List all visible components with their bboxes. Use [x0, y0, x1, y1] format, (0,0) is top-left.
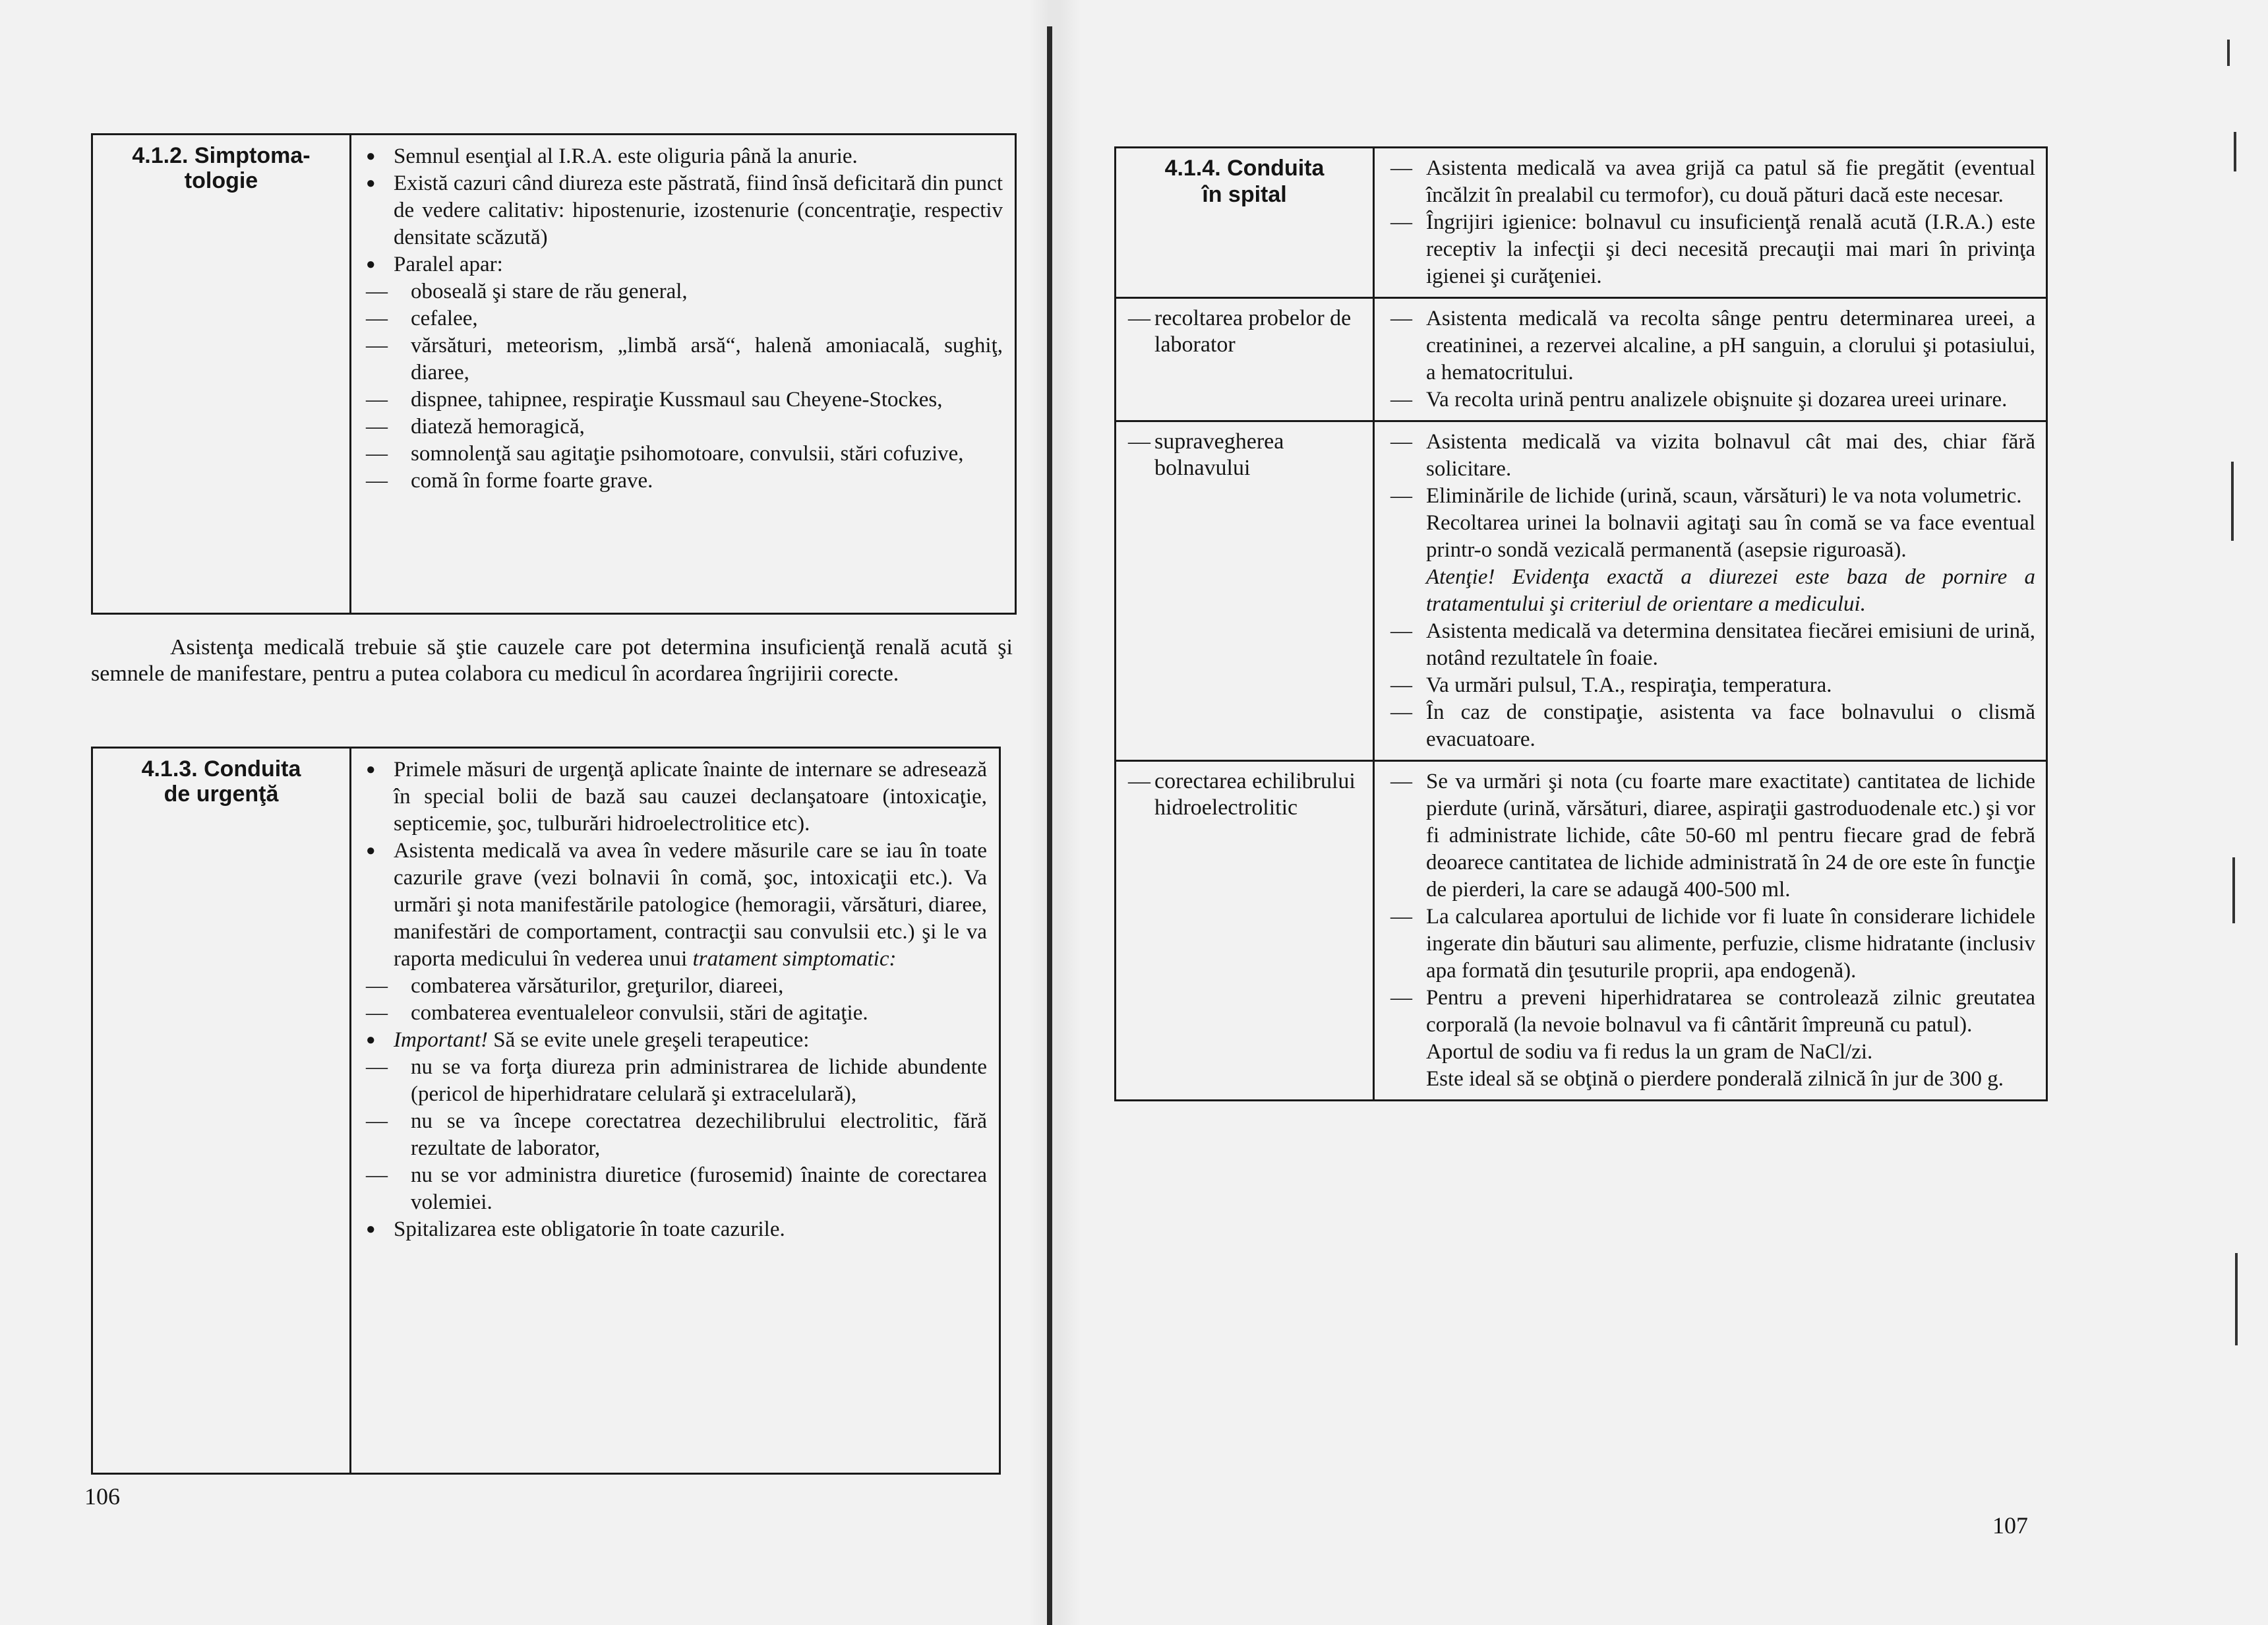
row-heading [1116, 422, 1375, 760]
scan-edge-mark [2227, 40, 2230, 66]
row-content [1375, 762, 2046, 1099]
indented-text: Recoltarea urinei la bolnavii agitaţi sau în comă se va face eventual printr-o sondă vezicală permanentă (asepsie riguroasă). [1426, 511, 2035, 562]
indented-text: Aportul de sodiu va fi redus la un gram de NaCl/zi. [1426, 1040, 1873, 1064]
dash-item: — diateză hemoragică, [363, 414, 1003, 441]
care-table [1114, 146, 2048, 1101]
dash-item: — combaterea eventualeleor convulsii, stări de agitaţie. [363, 1000, 987, 1027]
bullet-item: ● Primele măsuri de urgenţă aplicate înainte de internare se adresează în special bolii de bază sau cauzei declanşatoare (intoxicaţie, septicemie, şoc, tulburări hidroelectrolitice etc). [363, 756, 987, 838]
bullet-item: ● Asistenta medicală va avea în vedere măsurile care se iau în toate cazurile grave (vezi bolnavii în comă, şoc, intoxicaţii etc.). Va urmări şi nota manifestările patologice (hemoragii, vărsături, diaree, manifestări de comportament, contracţii sau convulsii etc.) şi le va raporta medicului în vederea unui tratament simptomatic: [363, 838, 987, 973]
dash-item: — Asistenta medicală va avea grijă ca patul să fie pregătit (eventual încălzit în prealabil cu termofor), cu două pături dacă este necesar. [1388, 155, 2035, 209]
table-row [1116, 148, 2046, 299]
dash-item: — Eliminările de lichide (urină, scaun, vărsături) le va nota volumetric. [1388, 483, 2035, 510]
dash-item: — În caz de constipaţie, asistenta va face bolnavului o clismă evacuatoare. [1388, 699, 2035, 753]
scan-edge-mark [2231, 462, 2234, 541]
italic-note: Atenţie! Evidenţa exactă a diurezei este baza de pornire a tratamentului şi criteriul de orientare a medicului. [1426, 565, 2035, 616]
section-content [351, 749, 999, 1473]
section-heading: 4.1.2. Simptoma- tologie [93, 135, 351, 613]
dash-item: — Va recolta urină pentru analizele obişnuite şi dozarea ureei urinare. [1388, 386, 2035, 414]
row-heading [1116, 762, 1375, 1099]
section-emergency-box [91, 747, 1001, 1475]
dash-item: — La calcularea aportului de lichide vor fi luate în considerare lichidele ingerate din băuturi sau alimente, perfuzie, clisme hidratante (inclusiv apa formată din ţesuturile proprii, apa endogenă). [1388, 904, 2035, 985]
bullet-item: ● Semnul esenţial al I.R.A. este oliguria până la anurie. [363, 143, 1003, 170]
dash-item: — nu se va începe corectatrea dezechilibrului electrolitic, fără rezultate de laborator, [363, 1108, 987, 1162]
row-heading: 4.1.4. Conduita în spital [1116, 148, 1375, 297]
section-heading: 4.1.3. Conduita de urgenţă [93, 749, 351, 1473]
dash-item: — combaterea vărsăturilor, greţurilor, diareei, [363, 973, 987, 1000]
table-row [1116, 762, 2046, 1099]
dash-item: — somnolenţă sau agitaţie psihomotoare, convulsii, stări cofuzive, [363, 441, 1003, 468]
row-heading [1116, 299, 1375, 420]
dash-item: — Asistenta medicală va determina densitatea fiecărei emisiuni de urină, notând rezultatele în foaie. [1388, 618, 2035, 672]
bullet-item: ● Există cazuri când diureza este păstrată, fiind însă deficitară din punct de vedere calitativ: hipostenurie, izostenurie (concentraţie, respectiv densitate scăzută) [363, 170, 1003, 251]
table-row [1116, 422, 2046, 762]
dash-item: — comă în forme foarte grave. [363, 468, 1003, 495]
page-number: 106 [84, 1483, 120, 1510]
dash-item: — Pentru a preveni hiperhidratarea se controlează zilnic greutatea corporală (la nevoie bolnavul va fi cântărit împreună cu patul). [1388, 985, 2035, 1039]
scan-edge-mark [2235, 1253, 2238, 1345]
scan-edge-mark [2234, 132, 2236, 171]
dash-item: — oboseală şi stare de rău general, [363, 278, 1003, 305]
indented-text: Este ideal să se obţină o pierdere ponderală zilnică în jur de 300 g. [1426, 1067, 2004, 1091]
dash-item: — nu se va forţa diureza prin administrarea de lichide abundente (pericol de hiperhidratare celulară şi extracelulară), [363, 1054, 987, 1108]
dash-item: — Asistenta medicală va recolta sânge pentru determinarea ureei, a creatininei, a rezervei alcaline, a pH sanguin, a clorului şi potasiului, a hematocritului. [1388, 305, 2035, 386]
left-page [0, 0, 1055, 1625]
dash-item: — nu se vor administra diuretice (furosemid) înainte de corectarea volemiei. [363, 1162, 987, 1216]
row-heading-text: — supravegherea bolnavului [1128, 429, 1361, 481]
dash-item: — Îngrijiri igienice: bolnavul cu insuficienţă renală acută (I.R.A.) este receptiv la infecţii şi deci necesită precauţii mai mari în privinţa igienei şi curăţeniei. [1388, 209, 2035, 290]
row-heading-text: — recoltarea probelor de laborator [1128, 305, 1361, 358]
page-number: 107 [1992, 1512, 2028, 1539]
dash-item: — Asistenta medicală va vizita bolnavul cât mai des, chiar fără solicitare. [1388, 429, 2035, 483]
row-content [1375, 422, 2046, 760]
dash-item: — dispnee, tahipnee, respiraţie Kussmaul sau Cheyene-Stockes, [363, 386, 1003, 414]
row-heading-text: — corectarea echilibrului hidroelectrolitic [1128, 768, 1361, 821]
row-content [1375, 299, 2046, 420]
bullet-item: ● Spitalizarea este obligatorie în toate cazurile. [363, 1216, 987, 1243]
table-row [1116, 299, 2046, 422]
section-content [351, 135, 1015, 613]
dash-item: — cefalee, [363, 305, 1003, 332]
bullet-item: ● Paralel apar: [363, 251, 1003, 278]
dash-item: — vărsături, meteorism, „limbă arsă“, halenă amoniacală, sughiţ, diaree, [363, 332, 1003, 386]
row-content [1375, 148, 2046, 297]
dash-item: — Se va urmări şi nota (cu foarte mare exactitate) cantitatea de lichide pierdute (urină, vărsături, diaree, aspiraţii gastroduodenale etc.) şi vor fi administrate lichide, câte 50-60 ml pentru fiecare grad de febră deoarece cantitatea de lichide administrată în 24 de ore este în funcţie de pierderi, la care se adaugă 400-500 ml. [1388, 768, 2035, 904]
scan-edge-mark [2232, 857, 2235, 923]
body-paragraph: Asistenţa medicală trebuie să ştie cauzele care pot determina insuficienţă renală acută şi semnele de manifestare, pentru a putea colabora cu medicul în acordarea îngrijirii corecte. [91, 635, 1013, 686]
section-symptoms-box [91, 133, 1017, 615]
bullet-item: ● Important! Să se evite unele greşeli terapeutice: [363, 1027, 987, 1054]
dash-item: — Va urmări pulsul, T.A., respiraţia, temperatura. [1388, 672, 2035, 699]
